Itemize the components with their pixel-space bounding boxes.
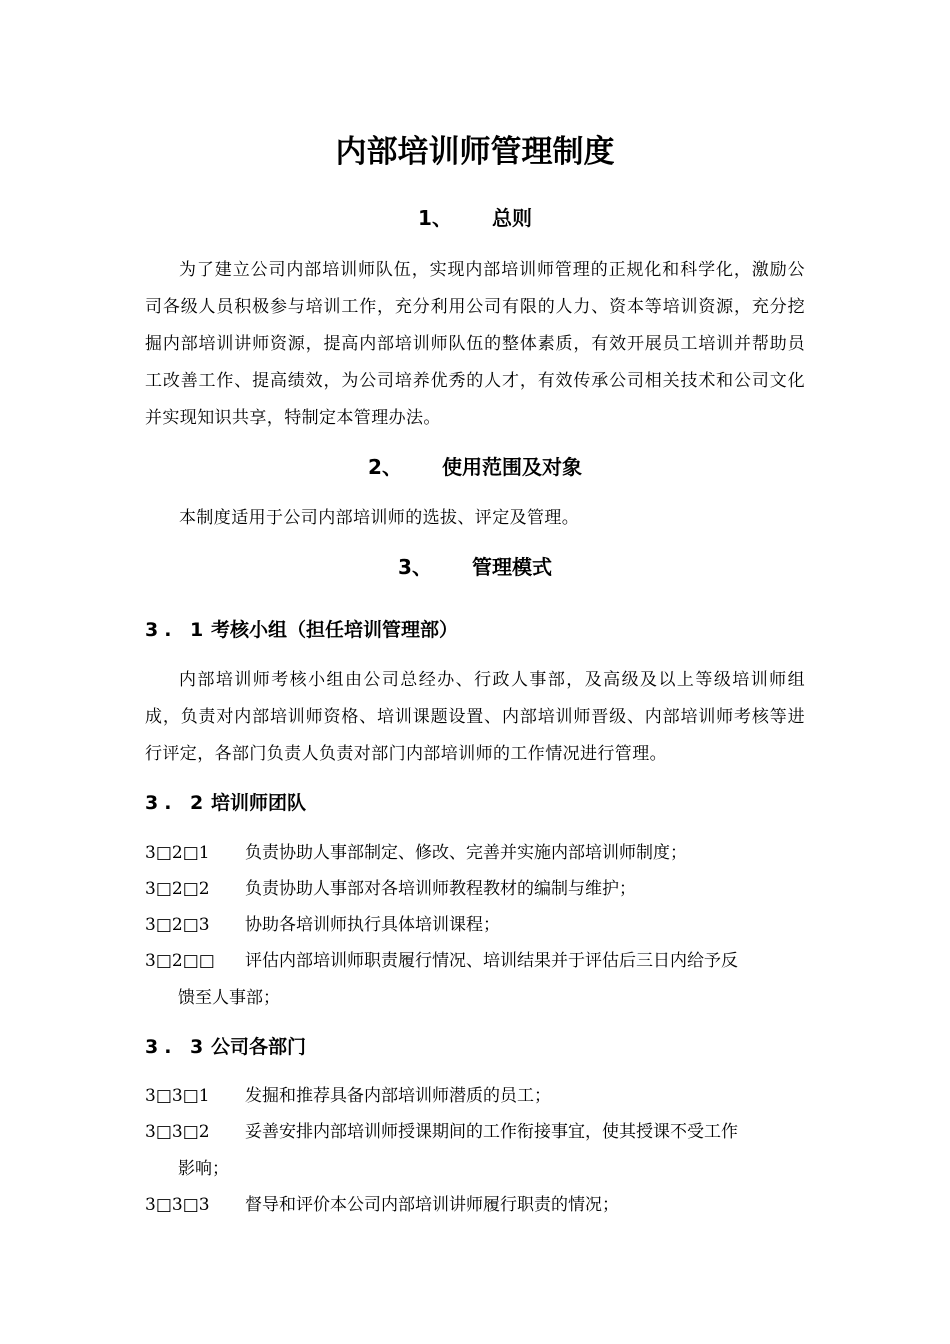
section-heading-management <box>0 552 950 582</box>
item-number: 3□3□2 <box>145 1122 210 1142</box>
item-text-continued: 馈至人事部； <box>178 988 280 1008</box>
list-item <box>145 907 805 944</box>
list-item <box>145 1114 805 1188</box>
item-text: 负责协助人事部对各培训师教程教材的编制与维护； <box>245 879 636 899</box>
list-item <box>145 1078 805 1115</box>
subsection-number: 3. 2 <box>145 792 210 814</box>
subsection-heading-departments <box>145 1032 306 1062</box>
item-number: 3□2□□ <box>145 951 215 971</box>
subsection-heading-team <box>145 788 306 818</box>
subsection-heading-assessment <box>145 615 458 645</box>
subsection-number: 3. 1 <box>145 619 210 641</box>
subsection-title: 考核小组（担任培训管理部） <box>211 619 459 641</box>
paragraph-assessment: 内部培训师考核小组由公司总经办、行政人事部，及高级及以上等级培训师组成，负责对内部培训师资格、培训课题设置、内部培训师晋级、内部培训师考核等进行评定，各部门负责人负责对部门内部培训师的工作情况进行管理。 <box>145 670 805 764</box>
list-item <box>145 1187 805 1224</box>
section-title: 管理模式 <box>471 555 552 579</box>
item-text: 督导和评价本公司内部培训讲师履行职责的情况； <box>245 1195 619 1215</box>
item-text: 负责协助人事部制定、修改、完善并实施内部培训师制度； <box>245 843 687 863</box>
item-text: 评估内部培训师职责履行情况、培训结果并于评估后三日内给予反 <box>245 951 738 971</box>
list-item <box>145 835 805 872</box>
list-item <box>145 871 805 908</box>
section-number: 3、 <box>398 555 432 579</box>
item-number: 3□2□3 <box>145 915 210 935</box>
item-text: 发掘和推荐具备内部培训师潜质的员工； <box>245 1086 551 1106</box>
item-number: 3□2□1 <box>145 843 210 863</box>
subsection-title: 培训师团队 <box>211 792 307 814</box>
item-number: 3□3□1 <box>145 1086 210 1106</box>
paragraph-general: 为了建立公司内部培训师队伍，实现内部培训师管理的正规化和科学化，激励公司各级人员积极参与培训工作，充分利用公司有限的人力、资本等培训资源，充分挖掘内部培训讲师资源，提高内部培训师队伍的整体素质，有效开展员工培训并帮助员工改善工作、提高绩效，为公司培养优秀的人才，有效传承公司相关技术和公司文化并实现知识共享，特制定本管理办法。 <box>145 260 805 428</box>
section-number: 2、 <box>368 455 402 479</box>
paragraph-scope: 本制度适用于公司内部培训师的选拔、评定及管理。 <box>179 508 580 528</box>
subsection-number: 3. 3 <box>145 1036 210 1058</box>
item-number: 3□3□3 <box>145 1195 210 1215</box>
document-title: 内部培训师管理制度 <box>335 134 615 170</box>
section-title: 使用范围及对象 <box>441 455 582 479</box>
item-number: 3□2□2 <box>145 879 210 899</box>
section-heading-scope <box>0 452 950 482</box>
section-heading-general <box>0 203 950 233</box>
section-number: 1、 <box>418 206 452 230</box>
subsection-title: 公司各部门 <box>211 1036 307 1058</box>
item-text: 妥善安排内部培训师授课期间的工作衔接事宜，使其授课不受工作 <box>245 1122 738 1142</box>
section-title: 总则 <box>491 206 532 230</box>
item-text: 协助各培训师执行具体培训课程； <box>245 915 500 935</box>
item-text-continued: 影响； <box>178 1159 229 1179</box>
list-item <box>145 943 805 1017</box>
